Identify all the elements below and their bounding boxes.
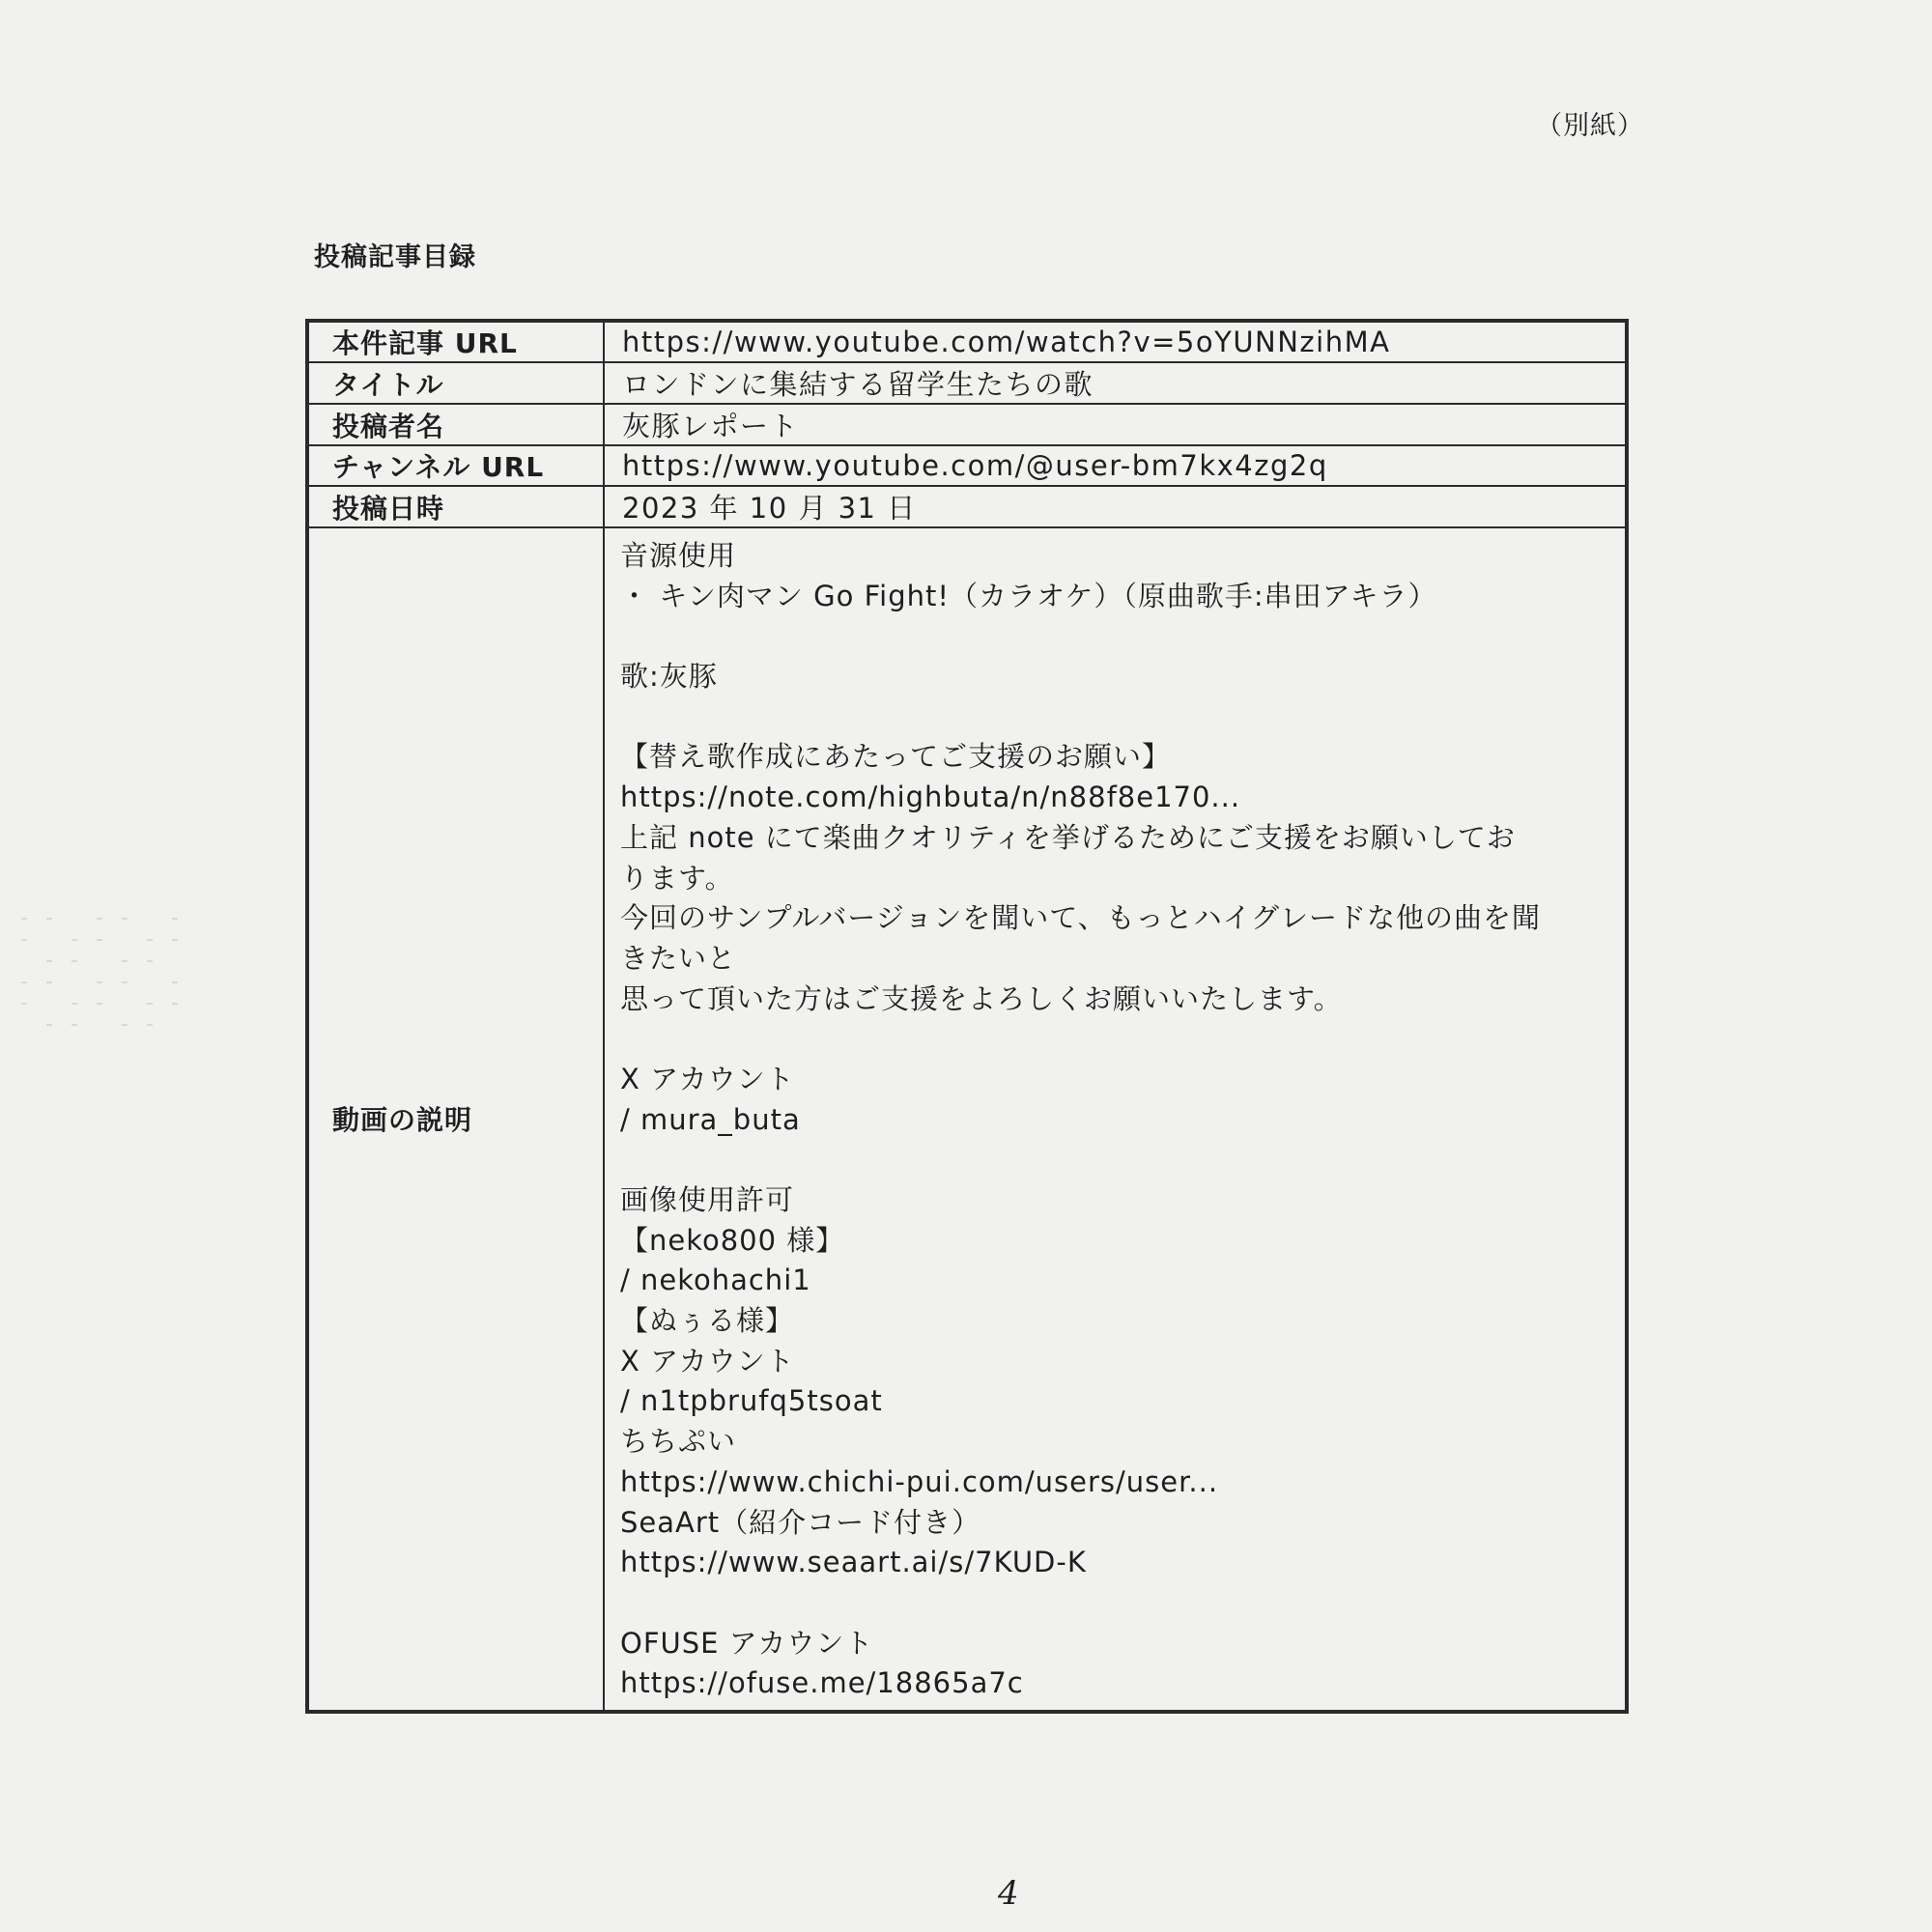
table-row — [307, 445, 1627, 486]
scan-dot — [71, 939, 77, 941]
description-line: ちちぷい — [620, 1425, 737, 1459]
description-label: 動画の説明 — [307, 527, 604, 1712]
scan-dot — [97, 939, 102, 941]
document-title: 投稿記事目録 — [314, 242, 476, 272]
row-value: https://www.youtube.com/@user-bm7kx4zg2q — [604, 445, 1627, 486]
description-line — [620, 1140, 1604, 1180]
description-line: / mura_buta — [620, 1102, 801, 1136]
table-row — [307, 321, 1627, 362]
description-line — [620, 1583, 1604, 1624]
description-line: https://www.seaart.ai/s/7KUD-K — [620, 1546, 1087, 1579]
scan-dot — [21, 939, 27, 941]
description-line: OFUSE アカウント — [620, 1626, 874, 1660]
row-label: 投稿者名 — [307, 404, 604, 445]
row-label: タイトル — [307, 362, 604, 404]
scan-dot — [71, 960, 77, 962]
description-line: SeaArt（紹介コード付き） — [620, 1505, 981, 1539]
scan-dot — [172, 939, 178, 941]
description-line — [620, 697, 1604, 738]
description-line: 【ぬぅる様】 — [620, 1304, 795, 1338]
row-label: チャンネル URL — [307, 445, 604, 486]
description-line: https://www.chichi-pui.com/users/user... — [620, 1464, 1219, 1498]
scan-dot — [46, 918, 52, 920]
table-row — [307, 362, 1627, 404]
scan-dot — [172, 981, 178, 983]
scan-dot — [97, 1003, 102, 1005]
scan-dot — [147, 1024, 153, 1026]
description-line: 上記 note にて楽曲クオリティを挙げるためにご支援をお願いしてお — [620, 820, 1516, 854]
description-line: ります。 — [620, 861, 734, 895]
row-value: 2023 年 10 月 31 日 — [604, 486, 1627, 527]
scan-dot — [71, 1003, 77, 1005]
scan-dot — [21, 981, 27, 983]
page-number: 4 — [998, 1874, 1019, 1913]
table-row — [307, 404, 1627, 445]
description-cell — [604, 527, 1627, 1712]
scan-dot — [147, 1003, 153, 1005]
row-label: 本件記事 URL — [307, 321, 604, 362]
scan-dot — [46, 981, 52, 983]
annex-label: （別紙） — [1536, 111, 1644, 141]
description-line: https://ofuse.me/18865a7c — [620, 1666, 1024, 1700]
description-line: 音源使用 — [620, 539, 737, 572]
scan-dot — [21, 1003, 27, 1005]
scan-dot — [97, 981, 102, 983]
description-line: https://note.com/highbuta/n/n88f8e170... — [620, 781, 1241, 814]
scan-dot — [71, 1024, 77, 1026]
description-text — [620, 536, 1604, 1704]
scan-dot — [46, 960, 52, 962]
post-catalog-table — [305, 319, 1629, 1714]
scan-dot — [147, 960, 153, 962]
description-line — [620, 616, 1604, 657]
description-line: 【neko800 様】 — [620, 1223, 845, 1257]
scan-dot — [46, 1024, 52, 1026]
description-line: / nekohachi1 — [620, 1264, 811, 1297]
description-line: X アカウント — [620, 1062, 795, 1095]
scan-artifact-dots — [21, 918, 205, 1043]
description-line: 今回のサンプルバージョンを聞いて、もっとハイグレードな他の曲を聞 — [620, 901, 1542, 935]
description-line: 【替え歌作成にあたってご支援のお願い】 — [620, 740, 1172, 774]
description-line: ・ キン肉マン Go Fight!（カラオケ）（原曲歌手:串田アキラ） — [620, 579, 1437, 612]
description-row — [307, 527, 1627, 1712]
description-line: 思って頂いた方はご支援をよろしくお願いいたします。 — [620, 981, 1343, 1015]
description-line: 歌:灰豚 — [620, 660, 718, 694]
scan-dot — [21, 918, 27, 920]
row-label: 投稿日時 — [307, 486, 604, 527]
row-value: https://www.youtube.com/watch?v=5oYUNNzihMA — [604, 321, 1627, 362]
row-value: 灰豚レポート — [604, 404, 1627, 445]
description-line: / n1tpbrufq5tsoat — [620, 1384, 883, 1418]
description-line — [620, 1019, 1604, 1060]
row-value: ロンドンに集結する留学生たちの歌 — [604, 362, 1627, 404]
scan-dot — [172, 1003, 178, 1005]
table-row — [307, 486, 1627, 527]
description-line: X アカウント — [620, 1344, 795, 1378]
description-line: きたいと — [620, 941, 737, 975]
scan-dot — [172, 918, 178, 920]
scan-dot — [147, 939, 153, 941]
scan-dot — [97, 918, 102, 920]
scan-dot — [122, 960, 128, 962]
scan-dot — [122, 1024, 128, 1026]
description-line: 画像使用許可 — [620, 1183, 795, 1216]
scan-dot — [122, 981, 128, 983]
scan-dot — [122, 918, 128, 920]
